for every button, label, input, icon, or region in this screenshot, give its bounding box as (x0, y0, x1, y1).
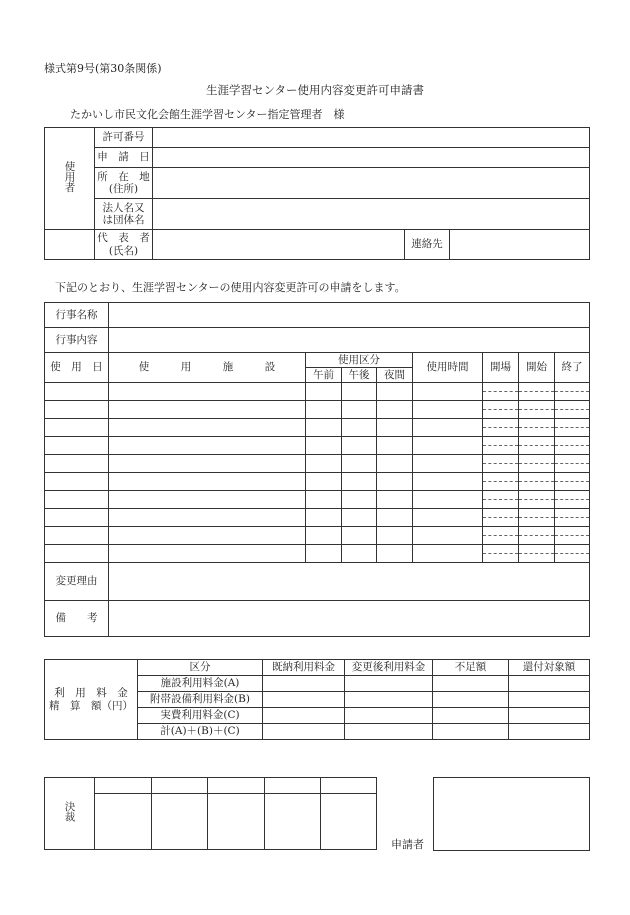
dashed-divider (483, 391, 518, 392)
dashed-divider (483, 445, 518, 446)
fee-row-equipment: 附帯設備利用料金(B) (138, 692, 263, 708)
dashed-divider (483, 427, 518, 428)
application-date-field[interactable] (153, 148, 590, 168)
address-field[interactable] (153, 168, 590, 199)
user-side-label-cell (45, 128, 95, 230)
schedule-time-cell[interactable] (413, 509, 483, 527)
schedule-night-cell[interactable] (377, 545, 413, 563)
approval-table (44, 777, 377, 850)
schedule-start-cell[interactable] (519, 509, 555, 527)
dashed-divider (555, 481, 589, 482)
schedule-end-cell[interactable] (555, 473, 590, 491)
schedule-date-cell[interactable] (45, 509, 109, 527)
permit-number-field[interactable] (153, 128, 590, 148)
schedule-start-cell[interactable] (519, 419, 555, 437)
schedule-night-cell[interactable] (377, 419, 413, 437)
approval-header-cell (152, 778, 208, 794)
schedule-end-cell[interactable] (555, 545, 590, 563)
dashed-divider (555, 463, 589, 464)
header-morning: 午前 (306, 368, 342, 383)
fee-header-category: 区分 (138, 660, 263, 676)
schedule-end-cell[interactable] (555, 401, 590, 419)
schedule-afternoon-cell[interactable] (342, 527, 377, 545)
schedule-start-cell[interactable] (519, 401, 555, 419)
schedule-open-cell[interactable] (483, 383, 519, 401)
representative-label (95, 230, 153, 260)
schedule-open-cell[interactable] (483, 473, 519, 491)
permit-number-label: 許可番号 (95, 128, 153, 148)
contact-label: 連絡先 (405, 230, 450, 260)
schedule-open-cell[interactable] (483, 419, 519, 437)
schedule-morning-cell[interactable] (306, 491, 342, 509)
event-name-field[interactable] (109, 303, 590, 328)
schedule-start-cell[interactable] (519, 545, 555, 563)
approval-label: 決裁 (63, 801, 76, 823)
schedule-morning-cell[interactable] (306, 401, 342, 419)
change-reason-field[interactable] (109, 563, 590, 601)
header-end: 終了 (555, 353, 590, 383)
schedule-row (45, 455, 590, 473)
schedule-row (45, 509, 590, 527)
fee-side-label (45, 660, 138, 740)
schedule-row (45, 383, 590, 401)
schedule-open-cell[interactable] (483, 509, 519, 527)
schedule-end-cell[interactable] (555, 527, 590, 545)
schedule-open-cell[interactable] (483, 401, 519, 419)
fee-header-after-change: 変更後利用料金 (345, 660, 433, 676)
dashed-divider (555, 391, 589, 392)
schedule-start-cell[interactable] (519, 455, 555, 473)
schedule-night-cell[interactable] (377, 401, 413, 419)
fee-cell[interactable] (509, 724, 590, 740)
schedule-row (45, 401, 590, 419)
schedule-row (45, 545, 590, 563)
schedule-row (45, 473, 590, 491)
schedule-facility-cell[interactable] (109, 527, 306, 545)
schedule-facility-cell[interactable] (109, 473, 306, 491)
schedule-afternoon-cell[interactable] (342, 545, 377, 563)
schedule-start-cell[interactable] (519, 491, 555, 509)
schedule-facility-cell[interactable] (109, 545, 306, 563)
dashed-divider (483, 409, 518, 410)
dashed-divider (555, 499, 589, 500)
fee-cell[interactable] (345, 676, 433, 692)
dashed-divider (519, 553, 554, 554)
schedule-night-cell[interactable] (377, 491, 413, 509)
form-number: 様式第9号(第30条関係) (44, 62, 162, 75)
representative-label-line2: (氏名) (108, 244, 139, 257)
schedule-end-cell[interactable] (555, 383, 590, 401)
schedule-facility-cell[interactable] (109, 509, 306, 527)
schedule-open-cell[interactable] (483, 455, 519, 473)
schedule-facility-cell[interactable] (109, 455, 306, 473)
organization-label-line1: 法人名又 (102, 201, 145, 214)
schedule-night-cell[interactable] (377, 509, 413, 527)
schedule-end-cell[interactable] (555, 419, 590, 437)
contact-field[interactable] (450, 230, 590, 260)
schedule-open-cell[interactable] (483, 545, 519, 563)
representative-field[interactable] (153, 230, 405, 260)
schedule-start-cell[interactable] (519, 383, 555, 401)
schedule-time-cell[interactable] (413, 455, 483, 473)
schedule-date-cell[interactable] (45, 545, 109, 563)
schedule-morning-cell[interactable] (306, 455, 342, 473)
schedule-start-cell[interactable] (519, 473, 555, 491)
schedule-morning-cell[interactable] (306, 545, 342, 563)
fee-cell[interactable] (345, 724, 433, 740)
dashed-divider (483, 553, 518, 554)
statement: 下記のとおり、生涯学習センターの使用内容変更許可の申請をします。 (55, 281, 406, 294)
fee-side-label-line2: 精 算 額（円） (49, 699, 133, 712)
schedule-morning-cell[interactable] (306, 437, 342, 455)
schedule-row (45, 419, 590, 437)
schedule-date-cell[interactable] (45, 383, 109, 401)
approval-stamp-cell[interactable] (265, 794, 321, 850)
schedule-start-cell[interactable] (519, 527, 555, 545)
fee-cell[interactable] (263, 724, 345, 740)
approval-label-cell (45, 778, 95, 850)
schedule-morning-cell[interactable] (306, 473, 342, 491)
fee-cell[interactable] (433, 708, 509, 724)
schedule-time-cell[interactable] (413, 473, 483, 491)
schedule-facility-cell[interactable] (109, 419, 306, 437)
event-content-field[interactable] (109, 328, 590, 353)
schedule-date-cell[interactable] (45, 455, 109, 473)
schedule-facility-cell[interactable] (109, 491, 306, 509)
dashed-divider (555, 535, 589, 536)
organization-label (95, 199, 153, 230)
schedule-afternoon-cell[interactable] (342, 419, 377, 437)
dashed-divider (519, 517, 554, 518)
fee-header-paid: 既納利用料金 (263, 660, 345, 676)
schedule-date-cell[interactable] (45, 419, 109, 437)
schedule-afternoon-cell[interactable] (342, 473, 377, 491)
header-time: 使用時間 (413, 353, 483, 383)
schedule-end-cell[interactable] (555, 455, 590, 473)
dashed-divider (483, 535, 518, 536)
schedule-afternoon-cell[interactable] (342, 401, 377, 419)
dashed-divider (519, 445, 554, 446)
approval-header-cell (321, 778, 377, 794)
schedule-night-cell[interactable] (377, 437, 413, 455)
fee-cell[interactable] (509, 708, 590, 724)
dashed-divider (555, 409, 589, 410)
approval-header-cell (95, 778, 152, 794)
schedule-afternoon-cell[interactable] (342, 437, 377, 455)
dashed-divider (483, 499, 518, 500)
fee-cell[interactable] (263, 692, 345, 708)
address-label-line1: 所 在 地 (97, 170, 150, 183)
schedule-date-cell[interactable] (45, 527, 109, 545)
event-content-label: 行事内容 (45, 328, 109, 353)
schedule-row (45, 437, 590, 455)
header-category: 使用区分 (306, 353, 413, 368)
header-afternoon: 午後 (342, 368, 377, 383)
applicant-box[interactable] (433, 777, 590, 851)
fee-cell[interactable] (433, 692, 509, 708)
approval-stamp-cell[interactable] (208, 794, 265, 850)
fee-cell[interactable] (263, 708, 345, 724)
organization-label-line2: は団体名 (102, 214, 145, 226)
schedule-morning-cell[interactable] (306, 383, 342, 401)
approval-header-cell (265, 778, 321, 794)
schedule-night-cell[interactable] (377, 455, 413, 473)
dashed-divider (555, 517, 589, 518)
change-reason-label: 変更理由 (45, 563, 109, 601)
schedule-open-cell[interactable] (483, 437, 519, 455)
dashed-divider (483, 517, 518, 518)
dashed-divider (519, 391, 554, 392)
dashed-divider (519, 463, 554, 464)
schedule-morning-cell[interactable] (306, 509, 342, 527)
schedule-afternoon-cell[interactable] (342, 383, 377, 401)
dashed-divider (519, 409, 554, 410)
schedule-end-cell[interactable] (555, 509, 590, 527)
header-night: 夜間 (377, 368, 413, 383)
application-date-label: 申 請 日 (95, 148, 153, 168)
schedule-date-cell[interactable] (45, 401, 109, 419)
fee-cell[interactable] (433, 676, 509, 692)
schedule-afternoon-cell[interactable] (342, 491, 377, 509)
user-table (44, 127, 590, 260)
fee-header-refund: 還付対象額 (509, 660, 590, 676)
dashed-divider (519, 427, 554, 428)
schedule-end-cell[interactable] (555, 491, 590, 509)
addressee: たかいし市民文化会館生涯学習センター指定管理者 様 (70, 108, 345, 121)
schedule-start-cell[interactable] (519, 437, 555, 455)
address-label (95, 168, 153, 199)
address-label-line2: (住所) (108, 183, 139, 195)
event-table (44, 302, 590, 637)
schedule-open-cell[interactable] (483, 491, 519, 509)
header-start: 開始 (519, 353, 555, 383)
fee-cell[interactable] (345, 692, 433, 708)
schedule-afternoon-cell[interactable] (342, 509, 377, 527)
schedule-night-cell[interactable] (377, 473, 413, 491)
user-blank-cell (45, 230, 95, 260)
form-title: 生涯学習センター使用内容変更許可申請書 (205, 83, 425, 97)
schedule-time-cell[interactable] (413, 383, 483, 401)
approval-header-cell (208, 778, 265, 794)
approval-stamp-cell[interactable] (152, 794, 208, 850)
organization-field[interactable] (153, 199, 590, 230)
approval-stamp-cell[interactable] (321, 794, 377, 850)
dashed-divider (519, 481, 554, 482)
remarks-field[interactable] (109, 601, 590, 637)
schedule-date-cell[interactable] (45, 473, 109, 491)
approval-stamp-cell[interactable] (95, 794, 152, 850)
schedule-row (45, 527, 590, 545)
fee-cell[interactable] (263, 676, 345, 692)
representative-label-line1: 代 表 者 (97, 232, 150, 245)
fee-table (44, 659, 590, 740)
schedule-date-cell[interactable] (45, 491, 109, 509)
schedule-time-cell[interactable] (413, 491, 483, 509)
fee-side-label-line1: 利 用 料 金 (54, 687, 128, 700)
schedule-open-cell[interactable] (483, 527, 519, 545)
schedule-morning-cell[interactable] (306, 419, 342, 437)
header-facility: 使 用 施 設 (109, 353, 306, 383)
schedule-night-cell[interactable] (377, 527, 413, 545)
schedule-facility-cell[interactable] (109, 401, 306, 419)
schedule-afternoon-cell[interactable] (342, 455, 377, 473)
fee-header-shortage: 不足額 (433, 660, 509, 676)
dashed-divider (483, 463, 518, 464)
dashed-divider (519, 535, 554, 536)
schedule-morning-cell[interactable] (306, 527, 342, 545)
user-side-label: 使用者 (63, 161, 76, 193)
schedule-time-cell[interactable] (413, 401, 483, 419)
fee-row-total: 計(A)＋(B)＋(C) (138, 724, 263, 740)
header-date: 使 用 日 (45, 353, 109, 383)
applicant-label: 申請者 (391, 838, 424, 851)
remarks-label: 備 考 (45, 601, 109, 637)
dashed-divider (555, 445, 589, 446)
schedule-facility-cell[interactable] (109, 437, 306, 455)
schedule-time-cell[interactable] (413, 437, 483, 455)
fee-cell[interactable] (433, 724, 509, 740)
event-name-label: 行事名称 (45, 303, 109, 328)
fee-cell[interactable] (509, 692, 590, 708)
dashed-divider (519, 499, 554, 500)
schedule-row (45, 491, 590, 509)
fee-row-facility: 施設利用料金(A) (138, 676, 263, 692)
schedule-time-cell[interactable] (413, 545, 483, 563)
fee-cell[interactable] (509, 676, 590, 692)
header-open: 開場 (483, 353, 519, 383)
schedule-facility-cell[interactable] (109, 383, 306, 401)
fee-cell[interactable] (345, 708, 433, 724)
dashed-divider (555, 427, 589, 428)
schedule-end-cell[interactable] (555, 437, 590, 455)
schedule-night-cell[interactable] (377, 383, 413, 401)
fee-row-actual-cost: 実費利用料金(C) (138, 708, 263, 724)
dashed-divider (483, 481, 518, 482)
schedule-time-cell[interactable] (413, 419, 483, 437)
schedule-time-cell[interactable] (413, 527, 483, 545)
schedule-date-cell[interactable] (45, 437, 109, 455)
dashed-divider (555, 553, 589, 554)
